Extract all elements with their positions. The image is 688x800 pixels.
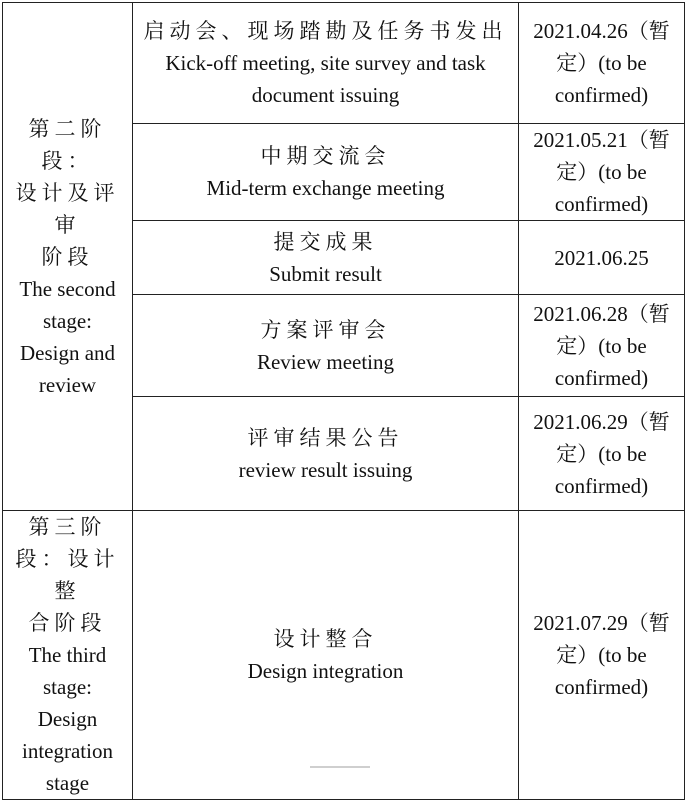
date-note: 定）(to be [556,333,647,358]
date-note: confirmed) [554,365,649,390]
stage-label-en: Design [37,707,98,731]
date-cell [519,511,685,800]
stage-label-en: stage [45,771,90,795]
date-value: 2021.07.29（暂 [533,611,670,635]
stage-label-en: The second [19,276,116,301]
task-label-en: Review meeting [256,349,395,374]
stage-label-en: stage: [43,308,92,333]
task-label-en: Mid-term exchange meeting [206,176,445,200]
task-cell [133,3,519,124]
date-value: 2021.05.21（暂 [533,128,670,152]
date-note: 定）(to be [556,51,647,75]
date-note: confirmed) [554,473,649,498]
task-label-en: review result issuing [238,457,413,482]
task-cell [133,295,519,397]
task-label-zh: 评审结果公告 [247,425,404,450]
schedule-table [2,2,685,800]
date-note: confirmed) [554,675,649,699]
date-cell [519,221,685,295]
stage-label-zh: 第二阶段： [28,116,107,173]
task-label-zh: 启动会、现场踏勘及任务书发出 [143,19,508,43]
date-note: 定）(to be [556,160,647,184]
stage-label-zh: 设计及评审 [15,180,120,237]
table-row [3,3,685,124]
date-value: 2021.06.25 [554,245,649,270]
task-label-en: Design integration [247,659,404,683]
date-note: confirmed) [554,192,649,216]
task-cell [133,221,519,295]
stage-label-zh: 段：设计整 [15,547,120,603]
task-label-zh: 方案评审会 [260,317,391,342]
task-cell [133,397,519,511]
date-value: 2021.06.28（暂 [533,301,670,326]
date-cell [519,124,685,221]
stage-label-en: The third [28,643,107,667]
page-edge-divider [310,766,370,768]
task-label-en: document issuing [251,83,400,107]
stage-label-en: stage: [43,675,92,699]
table-row [3,511,685,800]
date-note: 定）(to be [556,643,647,667]
task-cell [133,511,519,800]
stage-label-en: review [38,372,97,397]
task-label-en: Kick-off meeting, site survey and task [165,51,486,75]
stage-cell-second [3,3,133,511]
stage-label-zh: 阶段 [41,244,94,269]
stage-label-zh: 合阶段 [28,611,107,635]
date-cell [519,295,685,397]
task-label-zh: 中期交流会 [260,144,391,168]
date-value: 2021.04.26（暂 [533,19,670,43]
stage-cell-third [3,511,133,800]
task-label-zh: 设计整合 [273,627,378,651]
date-value: 2021.06.29（暂 [533,409,670,434]
date-note: confirmed) [554,83,649,107]
task-label-en: Submit result [269,261,382,286]
date-cell [519,3,685,124]
stage-label-en: integration [22,739,113,763]
stage-label-en: Design and [19,340,116,365]
task-label-zh: 提交成果 [273,229,378,254]
date-cell [519,397,685,511]
stage-label-zh: 第三阶 [28,515,107,539]
date-note: 定）(to be [556,441,647,466]
task-cell [133,124,519,221]
